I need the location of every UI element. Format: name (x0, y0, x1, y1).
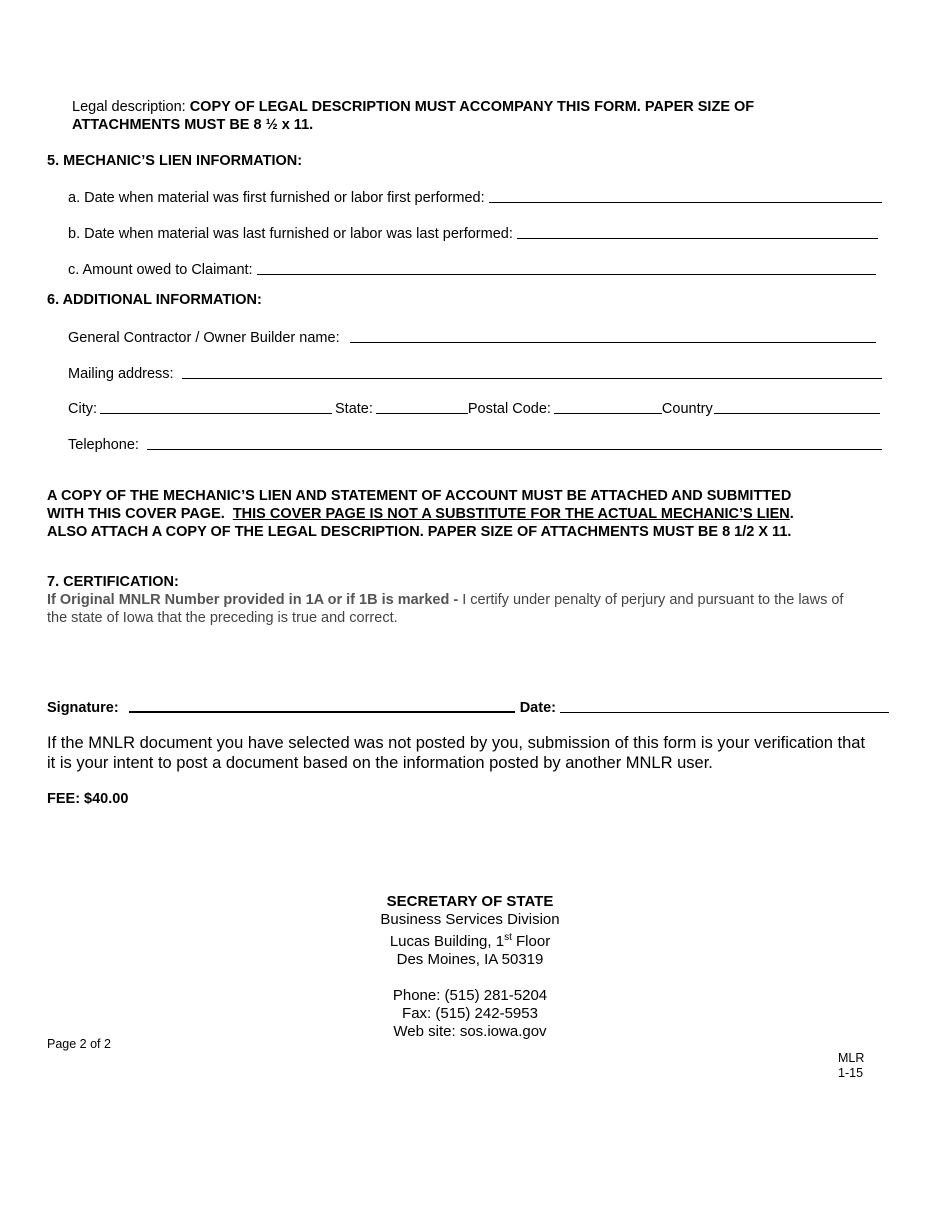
mailing-address-field[interactable] (182, 364, 882, 379)
signature-label: Signature: (47, 700, 119, 716)
state-field[interactable] (376, 399, 468, 414)
city-state-row (68, 399, 880, 417)
mailing-address-label: Mailing address: (68, 366, 174, 382)
amount-owed-row (68, 260, 876, 278)
legal-description-requirement: COPY OF LEGAL DESCRIPTION MUST ACCOMPANY THIS FORM. PAPER SIZE OF (189, 99, 755, 115)
contractor-label: General Contractor / Owner Builder name: (68, 330, 340, 346)
verification-line2: it is your intent to post a document based on the information posted by another MNLR user. (47, 754, 713, 772)
contractor-name-field[interactable] (350, 328, 876, 343)
city-field[interactable] (100, 399, 332, 414)
certification-statement: I certify under penalty of perjury and pursuant to the laws of (462, 592, 844, 608)
section-5-heading: 5. MECHANIC’S LIEN INFORMATION: (47, 153, 303, 169)
mailing-row (68, 364, 882, 382)
certification-condition: If Original MNLR Number provided in 1A or if 1B is marked - (47, 592, 463, 608)
postal-code-label: Postal Code: (467, 401, 551, 417)
notice-line2-text: WITH THIS COVER PAGE. (47, 506, 233, 522)
telephone-row (68, 435, 882, 453)
form-revision: 1-15 (838, 1066, 864, 1080)
certification-line2: the state of Iowa that the preceding is true and correct. (47, 610, 398, 626)
office-phone: Phone: (515) 281-5204 (392, 987, 548, 1004)
country-field[interactable] (714, 399, 880, 414)
last-furnished-date-field[interactable] (517, 224, 878, 239)
section-6-heading: 6. ADDITIONAL INFORMATION: (47, 292, 262, 308)
verification-line1: If the MNLR document you have selected was not posted by you, submission of this form is your verification that (47, 734, 866, 752)
state-label: State: (335, 401, 373, 417)
amount-owed-field[interactable] (257, 260, 876, 275)
form-code-block (838, 1051, 864, 1081)
office-division: Business Services Division (380, 911, 560, 928)
office-building-floor-suffix: st (504, 932, 512, 943)
notice-line1: A COPY OF THE MECHANIC’S LIEN AND STATEMENT OF ACCOUNT MUST BE ATTACHED AND SUBMITTED (47, 488, 792, 504)
notice-warning-underlined: THIS COVER PAGE IS NOT A SUBSTITUTE FOR THE ACTUAL MECHANIC’S LIEN (232, 506, 790, 522)
signature-field[interactable] (129, 697, 515, 713)
legal-description-line1 (72, 99, 754, 115)
fee-amount: FEE: $40.00 (47, 791, 129, 807)
city-label: City: (68, 401, 97, 417)
legal-description-label: Legal description: (72, 99, 190, 115)
last-furnished-label: b. Date when material was last furnished or labor was last performed: (68, 226, 513, 242)
last-furnished-row (68, 224, 878, 242)
office-building-name: Lucas Building, 1 (389, 933, 505, 950)
country-label: Country (661, 401, 713, 417)
notice-line2-period: . (789, 506, 794, 522)
office-city: Des Moines, IA 50319 (396, 951, 544, 968)
office-website: Web site: sos.iowa.gov (393, 1023, 547, 1040)
notice-line2 (47, 506, 794, 522)
first-furnished-label: a. Date when material was first furnished or labor first performed: (68, 190, 485, 206)
office-address-block (300, 893, 640, 1041)
legal-description-line2: ATTACHMENTS MUST BE 8 ½ x 11. (72, 117, 314, 133)
telephone-field[interactable] (147, 435, 882, 450)
form-code: MLR (838, 1051, 865, 1065)
section-7-heading: 7. CERTIFICATION: (47, 574, 179, 590)
office-title: SECRETARY OF STATE (386, 893, 554, 910)
page-number: Page 2 of 2 (47, 1037, 111, 1051)
amount-owed-label: c. Amount owed to Claimant: (68, 262, 253, 278)
office-building (300, 929, 640, 951)
telephone-label: Telephone: (68, 437, 139, 453)
postal-code-field[interactable] (554, 399, 662, 414)
signature-date-field[interactable] (560, 698, 889, 713)
first-furnished-date-field[interactable] (489, 188, 882, 203)
office-fax: Fax: (515) 242-5953 (402, 1005, 538, 1022)
contractor-row (68, 328, 876, 346)
date-label: Date: (519, 700, 556, 716)
certification-line1 (47, 592, 843, 608)
first-furnished-row (68, 188, 882, 206)
notice-line3: ALSO ATTACH A COPY OF THE LEGAL DESCRIPTION. PAPER SIZE OF ATTACHMENTS MUST BE 8 1/2 X 11. (47, 524, 792, 540)
office-building-floor: Floor (511, 933, 551, 950)
signature-row (47, 697, 889, 716)
